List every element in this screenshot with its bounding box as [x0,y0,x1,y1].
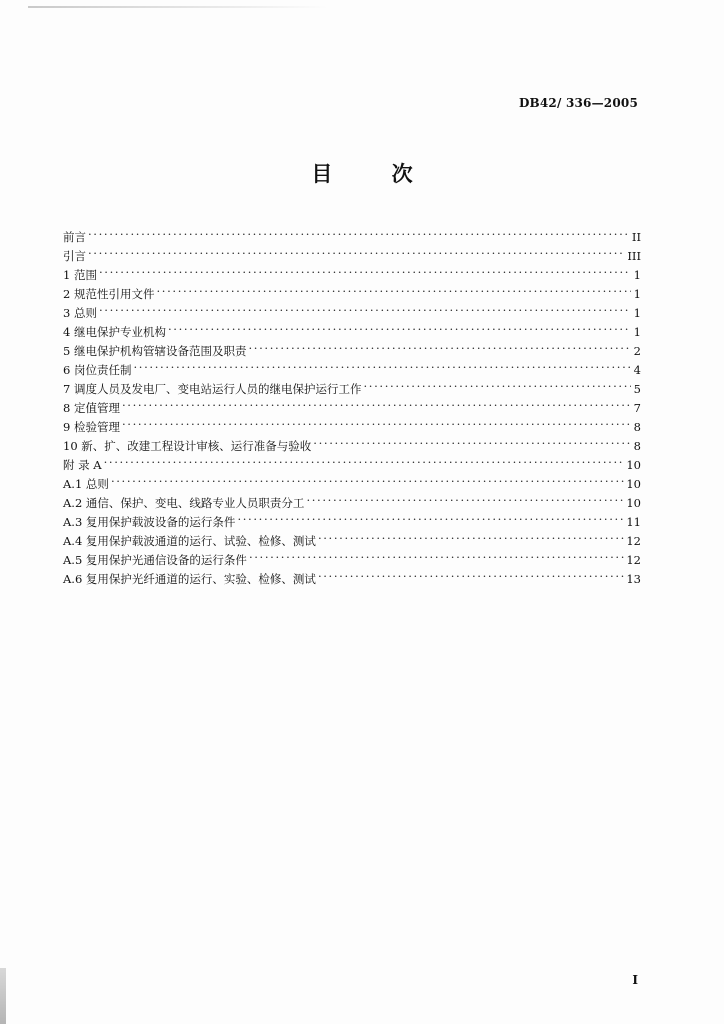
toc-entry-page: 2 [633,344,641,358]
toc-entry-label: 2 规范性引用文件 [63,287,155,301]
toc-entry-label: A.2 通信、保护、变电、线路专业人员职责分工 [63,496,305,510]
toc-leader-dots [104,450,625,469]
toc-entry[interactable] [63,469,641,491]
toc-entry[interactable] [63,298,641,320]
toc-leader-dots [318,526,624,545]
toc-entry-label: 4 继电保护专业机构 [63,325,166,339]
toc-leader-dots [99,260,631,279]
page-number: I [632,973,638,987]
toc-entry-page: 7 [633,401,641,415]
toc-entry-page: 10 [626,496,641,510]
toc-entry-page: 1 [633,287,641,301]
toc-leader-dots [122,412,631,431]
toc-entry-page: 11 [626,515,641,529]
toc-entry[interactable] [63,241,641,263]
toc-leader-dots [363,374,631,393]
toc-entry-label: A.1 总则 [63,477,109,491]
toc-entry[interactable] [63,450,641,472]
toc-entry-label: 附 录 A [63,458,102,472]
toc-leader-dots [133,355,631,374]
toc-entry[interactable] [63,355,641,377]
toc-leader-dots [248,336,631,355]
toc-entry-label: 引言 [63,249,86,263]
document-code: DB42/ 336—2005 [518,96,638,110]
toc-entry-page: 10 [626,477,641,491]
toc-entry[interactable] [63,431,641,453]
toc-entry-label: 6 岗位责任制 [63,363,132,377]
toc-entry-page: 10 [626,458,641,472]
toc-entry-page: 8 [633,439,641,453]
toc-entry-page: 5 [633,382,641,396]
toc-entry-page: 12 [626,534,641,548]
toc-leader-dots [237,507,624,526]
toc-entry-label: 3 总则 [63,306,97,320]
toc-entry-label: 8 定值管理 [63,401,120,415]
toc-entry-label: 前言 [63,230,86,244]
toc-leader-dots [88,222,630,241]
toc-entry-label: A.6 复用保护光纤通道的运行、实验、检修、测试 [63,572,316,586]
toc-entry-page: 13 [626,572,641,586]
toc-leader-dots [122,393,631,412]
toc-entry-label: A.5 复用保护光通信设备的运行条件 [63,553,247,567]
toc-entry-page: 1 [633,306,641,320]
toc-leader-dots [306,488,624,507]
toc-entry-page: 8 [633,420,641,434]
toc-leader-dots [99,298,631,317]
toc-entry[interactable] [63,260,641,282]
table-of-contents [63,222,641,586]
toc-entry[interactable] [63,488,641,510]
toc-entry-page: 1 [633,268,641,282]
toc-entry-label: 1 范围 [63,268,97,282]
toc-entry-label: 9 检验管理 [63,420,120,434]
toc-leader-dots [249,545,624,564]
toc-entry[interactable] [63,412,641,434]
toc-entry[interactable] [63,317,641,339]
toc-leader-dots [88,241,625,260]
toc-entry-page: 1 [633,325,641,339]
scan-edge-left [0,968,6,1024]
toc-entry[interactable] [63,222,641,244]
toc-entry-page: 12 [626,553,641,567]
toc-leader-dots [313,431,631,450]
toc-entry-page: II [631,230,641,244]
toc-entry-label: A.4 复用保护载波通道的运行、试验、检修、测试 [63,534,316,548]
toc-entry[interactable] [63,374,641,396]
toc-entry-label: 7 调度人员及发电厂、变电站运行人员的继电保护运行工作 [63,382,362,396]
toc-entry[interactable] [63,279,641,301]
toc-title: 目 次 [311,161,439,186]
toc-entry[interactable] [63,393,641,415]
toc-entry-page: III [627,249,641,263]
toc-entry-label: 5 继电保护机构管辖设备范围及职责 [63,344,247,358]
toc-leader-dots [111,469,624,488]
toc-entry-label: 10 新、扩、改建工程设计审核、运行准备与验收 [63,439,312,453]
toc-leader-dots [156,279,631,298]
scan-edge-top [28,6,328,8]
toc-entry-label: A.3 复用保护载波设备的运行条件 [63,515,236,529]
toc-leader-dots [318,564,624,583]
toc-leader-dots [168,317,631,336]
toc-entry-page: 4 [633,363,641,377]
